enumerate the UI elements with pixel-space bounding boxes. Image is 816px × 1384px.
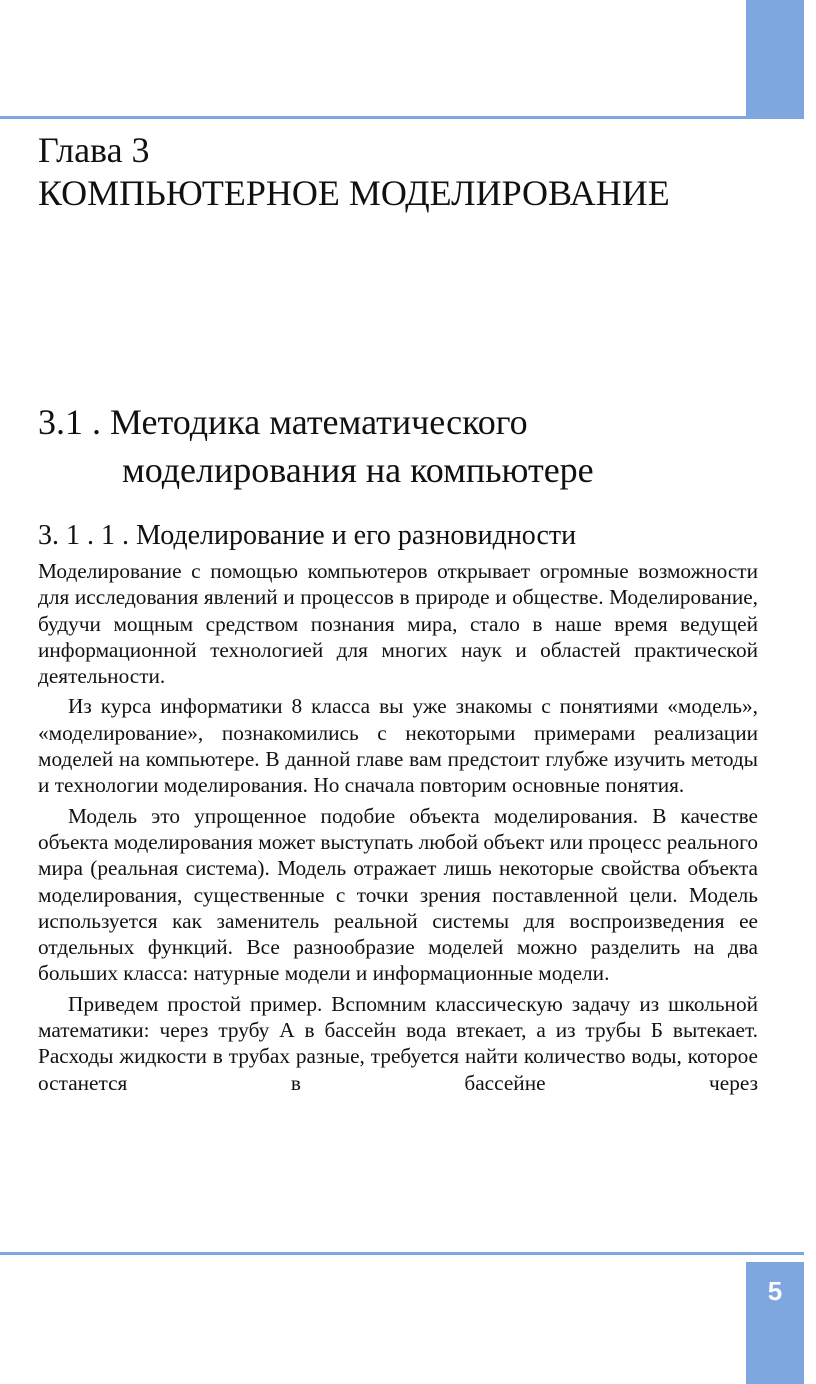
section-title-line-1: 3.1 . Методика математического xyxy=(38,402,528,442)
body-text xyxy=(38,558,758,1100)
section-title-line-2: моделирования на компьютере xyxy=(122,450,594,490)
section-title xyxy=(38,398,594,494)
page-number: 5 xyxy=(767,1276,783,1306)
paragraph: Моделирование с помощью компьютеров открывает огромные возможности для исследования явлений и процессов в природе и обществе. Моделирование, будучи мощным средством познания мира, стало в наше время ведущей информационной технологией для многих наук и областей практической деятельности. xyxy=(38,559,758,689)
header-rule xyxy=(0,116,804,119)
page-number-tab xyxy=(746,1262,804,1384)
paragraph: Приведем простой пример. Вспомним классическую задачу из школьной математики: через трубу А в бассейн вода втекает, а из трубы Б вытекает. Расходы жидкости в трубах разные, требуется найти количество воды, которое останется в бассейне через xyxy=(38,991,758,1095)
chapter-label: Глава 3 xyxy=(38,130,150,170)
chapter-title: КОМПЬЮТЕРНОЕ МОДЕЛИРОВАНИЕ xyxy=(38,173,670,213)
subsection-title: 3. 1 . 1 . Моделирование и его разновидности xyxy=(38,520,577,551)
paragraph: Из курса информатики 8 класса вы уже знакомы с понятиями «модель», «моделирование», познакомились с некоторыми примерами реализации моделей на компьютере. В данной главе вам предстоит глубже изучить методы и технологии моделирования. Но сначала повторим основные понятия. xyxy=(38,694,758,798)
paragraph: Модель это упрощенное подобие объекта моделирования. В качестве объекта моделирования может выступать любой объект или процесс реального мира (реальная система). Модель отражает лишь некоторые свойства объекта моделирования, существенные с точки зрения поставленной цели. Модель используется как заменитель реальной системы для воспроизведения ее отдельных функций. Все разнообразие моделей можно разделить на два больших класса: натурные модели и информационные модели. xyxy=(38,803,758,986)
top-margin-tab xyxy=(746,0,804,116)
footer-rule xyxy=(0,1252,804,1255)
